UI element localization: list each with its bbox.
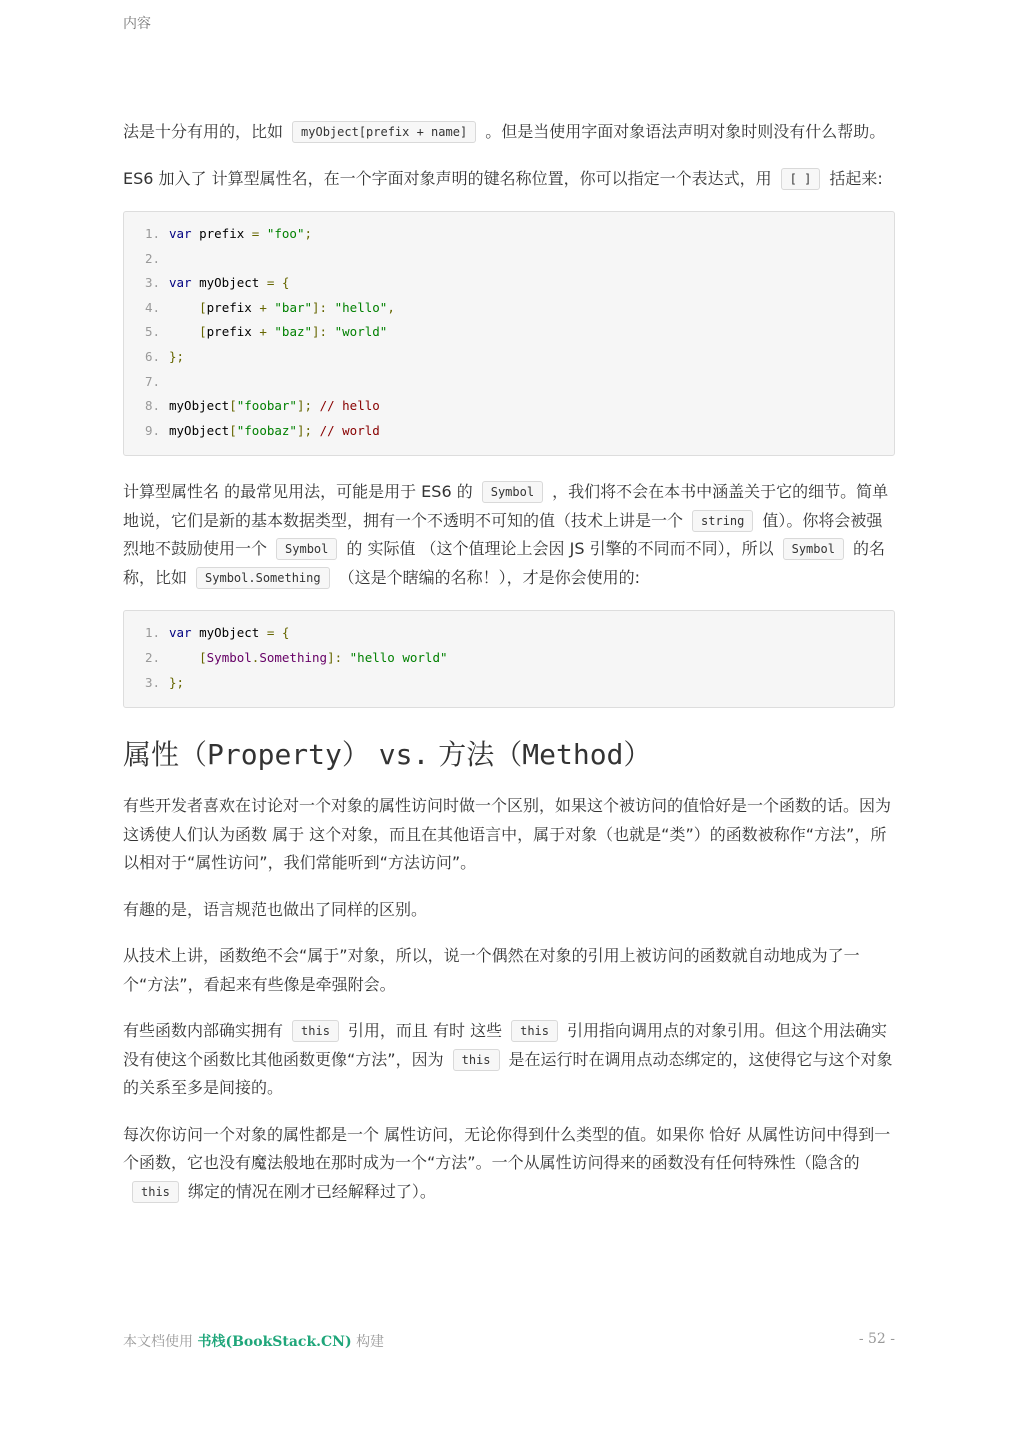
paragraph-method-access: 有些开发者喜欢在讨论对一个对象的属性访问时做一个区别，如果这个被访问的值恰好是一个函数的话。因为这诱使人们认为函数 属于 这个对象，而且在其他语言中，属于对象（也就是“类”）的函数被称作“方法”，所以相对于“属性访问”，我们常能听到“方法访问”。	[123, 796, 892, 873]
text: 引用指向调用点的对象引用。但这个用法确实没有使这个函数比其他函数更像“方法”，因为	[123, 1021, 888, 1069]
text: 的 实际值 （这个值理论上会因 JS 引擎的不同而不同），所以	[346, 539, 774, 559]
paragraph-this-reference	[123, 1017, 895, 1103]
text: 是在运行时在调用点动态绑定的，这使得它与这个对象的关系至多是间接的。	[123, 1049, 893, 1098]
text: 绑定的情况在刚才已经解释过了）。	[187, 1181, 436, 1201]
line-number: 8.	[144, 398, 160, 414]
line-number: 2.	[144, 649, 160, 665]
text: （这是个瞎编的名称！），才是你会使用的:	[338, 567, 641, 587]
line-number: 9.	[144, 422, 160, 438]
page-number: - 52 -	[858, 1331, 895, 1347]
code-line: 1. var myObject = {	[124, 621, 894, 646]
paragraph-technically: 从技术上讲，函数绝不会“属于”对象，所以，说一个偶然在对象的引用上被访问的函数就自动地成为了一个“方法”，看起来有些像是牵强附会。	[123, 946, 860, 994]
line-number: 3.	[144, 275, 160, 291]
inline-code: Symbol	[783, 538, 844, 560]
text: ES6 加入了 计算型属性名，在一个字面对象声明的键名称位置，你可以指定一个表达式，用	[123, 168, 772, 188]
code-line: 6. };	[124, 345, 894, 370]
text: 每次你访问一个对象的属性都是一个 属性访问，无论你得到什么类型的值。如果你 恰好 从属性访问中得到一个函数，它也没有魔法般地在那时成为一个“方法”。一个从属性访问得来的函数没有任何特殊性（隐含的	[123, 1124, 891, 1173]
inline-code: this	[292, 1020, 339, 1042]
code-line: 5. [prefix + "baz"]: "world"	[124, 320, 894, 345]
inline-code: myObject[prefix + name]	[292, 121, 476, 143]
code-line	[124, 247, 894, 272]
code-line: 3. var myObject = {	[124, 271, 894, 296]
line-number: 3.	[144, 674, 160, 690]
paragraph-spec: 有趣的是，语言规范也做出了同样的区别。	[123, 899, 428, 919]
inline-code: [ ]	[781, 168, 821, 190]
text: 计算型属性名 的最常见用法，可能是用于 ES6 的	[123, 482, 473, 502]
code-block-computed-properties	[123, 211, 895, 456]
document-content	[123, 118, 895, 1224]
line-number: 1.	[144, 226, 160, 241]
code-line: 1. var prefix = "foo";	[124, 222, 894, 247]
line-number: 2.	[144, 250, 160, 266]
line-number: 6.	[144, 348, 160, 364]
text: 的名称，比如	[123, 539, 885, 587]
text: ，我们将不会在本书中涵盖关于它的细节。简单地说，它们是新的基本数据类型，拥有一个不透明不可知的值（技术上讲是一个	[123, 482, 889, 530]
line-number: 5.	[144, 324, 160, 340]
page-footer	[123, 1331, 895, 1351]
text: 括起来:	[829, 168, 883, 188]
code-line: 2. [Symbol.Something]: "hello world"	[124, 646, 894, 671]
code-line: 9. myObject["foobaz"]; // world	[124, 419, 894, 444]
text: 引用，而且 有时 这些	[347, 1021, 503, 1041]
paragraph-symbol	[123, 478, 895, 592]
inline-code: string	[692, 510, 753, 532]
code-line: 4. [prefix + "bar"]: "hello",	[124, 296, 894, 321]
footer-brand-link[interactable]: 书栈(BookStack.CN)	[197, 1334, 352, 1350]
line-number: 4.	[144, 299, 160, 315]
inline-code: Symbol	[276, 538, 337, 560]
text: 法是十分有用的，比如	[123, 122, 284, 141]
line-number: 1.	[144, 625, 160, 641]
inline-code: this	[511, 1020, 558, 1042]
text: 值）。你将会被强烈地不鼓励使用一个	[123, 510, 883, 559]
code-block-symbol	[123, 610, 895, 708]
code-line	[124, 370, 894, 395]
paragraph-es6-computed	[123, 165, 895, 194]
page-header-title: 内容	[123, 16, 151, 32]
inline-code: Symbol.Something	[196, 567, 330, 589]
code-line: 8. myObject["foobar"]; // hello	[124, 394, 894, 419]
inline-code: Symbol	[482, 481, 543, 503]
paragraph-intro	[123, 118, 895, 147]
footer-prefix: 本文档使用	[123, 1334, 193, 1350]
section-heading: 属性（Property） vs. 方法（Method）	[123, 738, 652, 772]
paragraph-property-access	[123, 1121, 895, 1207]
footer-suffix: 构建	[356, 1334, 385, 1350]
line-number: 7.	[144, 373, 160, 389]
text: 。但是当使用字面对象语法声明对象时则没有什么帮助。	[485, 122, 886, 141]
text: 有些函数内部确实拥有	[123, 1021, 284, 1041]
inline-code: this	[132, 1181, 179, 1203]
inline-code: this	[453, 1049, 500, 1071]
code-line: 3. };	[124, 671, 894, 696]
